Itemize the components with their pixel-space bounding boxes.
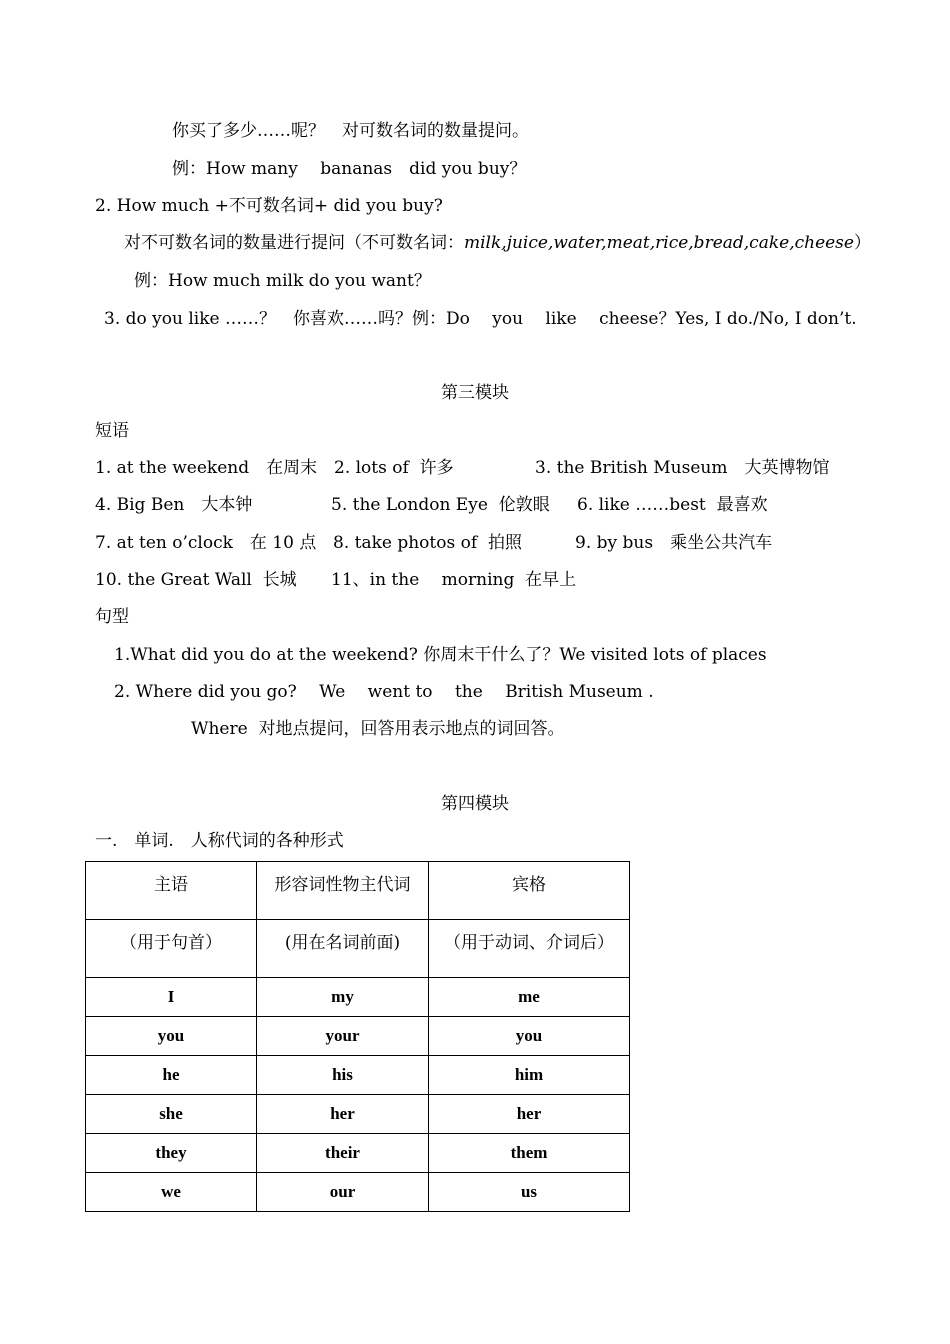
- table-cell: me: [429, 978, 630, 1017]
- uncountable-nouns-list: milk,juice,water,meat,rice,bread,cake,cheese: [464, 233, 854, 253]
- sentence-pattern: 1.What did you do at the weekend? 你周末干什么了？We visited lots of places: [114, 645, 767, 665]
- phrase-item: 7. at ten o’clock 在 10 点: [95, 533, 317, 553]
- table-header-row: [86, 862, 630, 920]
- uncountable-note-prefix: 对不可数名词的数量进行提问（不可数名词：: [124, 233, 464, 253]
- phrase-item: 9. by bus 乘坐公共汽车: [575, 533, 773, 553]
- table-row: [86, 978, 630, 1017]
- phrases-heading: 短语: [95, 421, 129, 441]
- table-cell: they: [86, 1134, 257, 1173]
- module2-example-how-much: 例：How much milk do you want？: [134, 271, 431, 291]
- module2-item-do-you-like: 3. do you like ……？ 你喜欢……吗？例：Do you like cheese？Yes, I do./No, I don’t.: [104, 309, 857, 329]
- table-cell: we: [86, 1173, 257, 1212]
- table-cell: your: [257, 1017, 429, 1056]
- table-row: [86, 1095, 630, 1134]
- module2-example-how-many: 例：How many bananas did you buy？: [172, 159, 527, 179]
- phrase-item: 3. the British Museum 大英博物馆: [535, 458, 830, 478]
- table-row: [86, 1134, 630, 1173]
- table-cell: you: [86, 1017, 257, 1056]
- table-cell: him: [429, 1056, 630, 1095]
- table-cell: his: [257, 1056, 429, 1095]
- module2-line-how-many-explanation: 你买了多少……呢？ 对可数名词的数量提问。: [172, 121, 529, 141]
- table-cell: her: [257, 1095, 429, 1134]
- table-cell: us: [429, 1173, 630, 1212]
- table-cell: her: [429, 1095, 630, 1134]
- phrase-item: 8. take photos of 拍照: [333, 533, 522, 553]
- subheader-subject-usage: （用于句首）: [86, 920, 257, 978]
- table-row: [86, 1173, 630, 1212]
- phrase-item: 10. the Great Wall 长城: [95, 570, 297, 590]
- subheader-possessive-usage: (用在名词前面): [257, 920, 429, 978]
- module2-uncountable-note: [124, 233, 871, 253]
- module2-item-how-much: 2. How much +不可数名词+ did you buy?: [95, 196, 443, 216]
- uncountable-note-suffix: ）: [853, 233, 871, 253]
- module4-subheading: 一. 单词. 人称代词的各种形式: [95, 831, 344, 851]
- subheader-object-usage: （用于动词、介词后）: [429, 920, 630, 978]
- sentence-pattern: 2. Where did you go? We went to the British Museum .: [114, 682, 654, 702]
- module3-title: 第三模块: [441, 383, 509, 403]
- table-cell: I: [86, 978, 257, 1017]
- phrase-item: 2. lots of 许多: [334, 458, 454, 478]
- sentence-note: Where 对地点提问，回答用表示地点的词回答。: [191, 719, 565, 739]
- pronoun-forms-table: [85, 861, 630, 1212]
- phrase-item: 11、in the morning 在早上: [331, 570, 577, 590]
- table-cell: my: [257, 978, 429, 1017]
- table-subheader-row: [86, 920, 630, 978]
- module4-title: 第四模块: [441, 794, 509, 814]
- table-cell: you: [429, 1017, 630, 1056]
- phrase-item: 5. the London Eye 伦敦眼: [331, 495, 550, 515]
- table-row: [86, 1056, 630, 1095]
- table-cell: our: [257, 1173, 429, 1212]
- header-object: 宾格: [429, 862, 630, 920]
- table-cell: their: [257, 1134, 429, 1173]
- phrase-item: 1. at the weekend 在周末: [95, 458, 318, 478]
- sentences-heading: 句型: [95, 607, 129, 627]
- table-cell: she: [86, 1095, 257, 1134]
- table-cell: he: [86, 1056, 257, 1095]
- header-subject: 主语: [86, 862, 257, 920]
- phrase-item: 6. like ……best 最喜欢: [577, 495, 768, 515]
- header-possessive-adjective: 形容词性物主代词: [257, 862, 429, 920]
- table-cell: them: [429, 1134, 630, 1173]
- table-row: [86, 1017, 630, 1056]
- phrase-item: 4. Big Ben 大本钟: [95, 495, 253, 515]
